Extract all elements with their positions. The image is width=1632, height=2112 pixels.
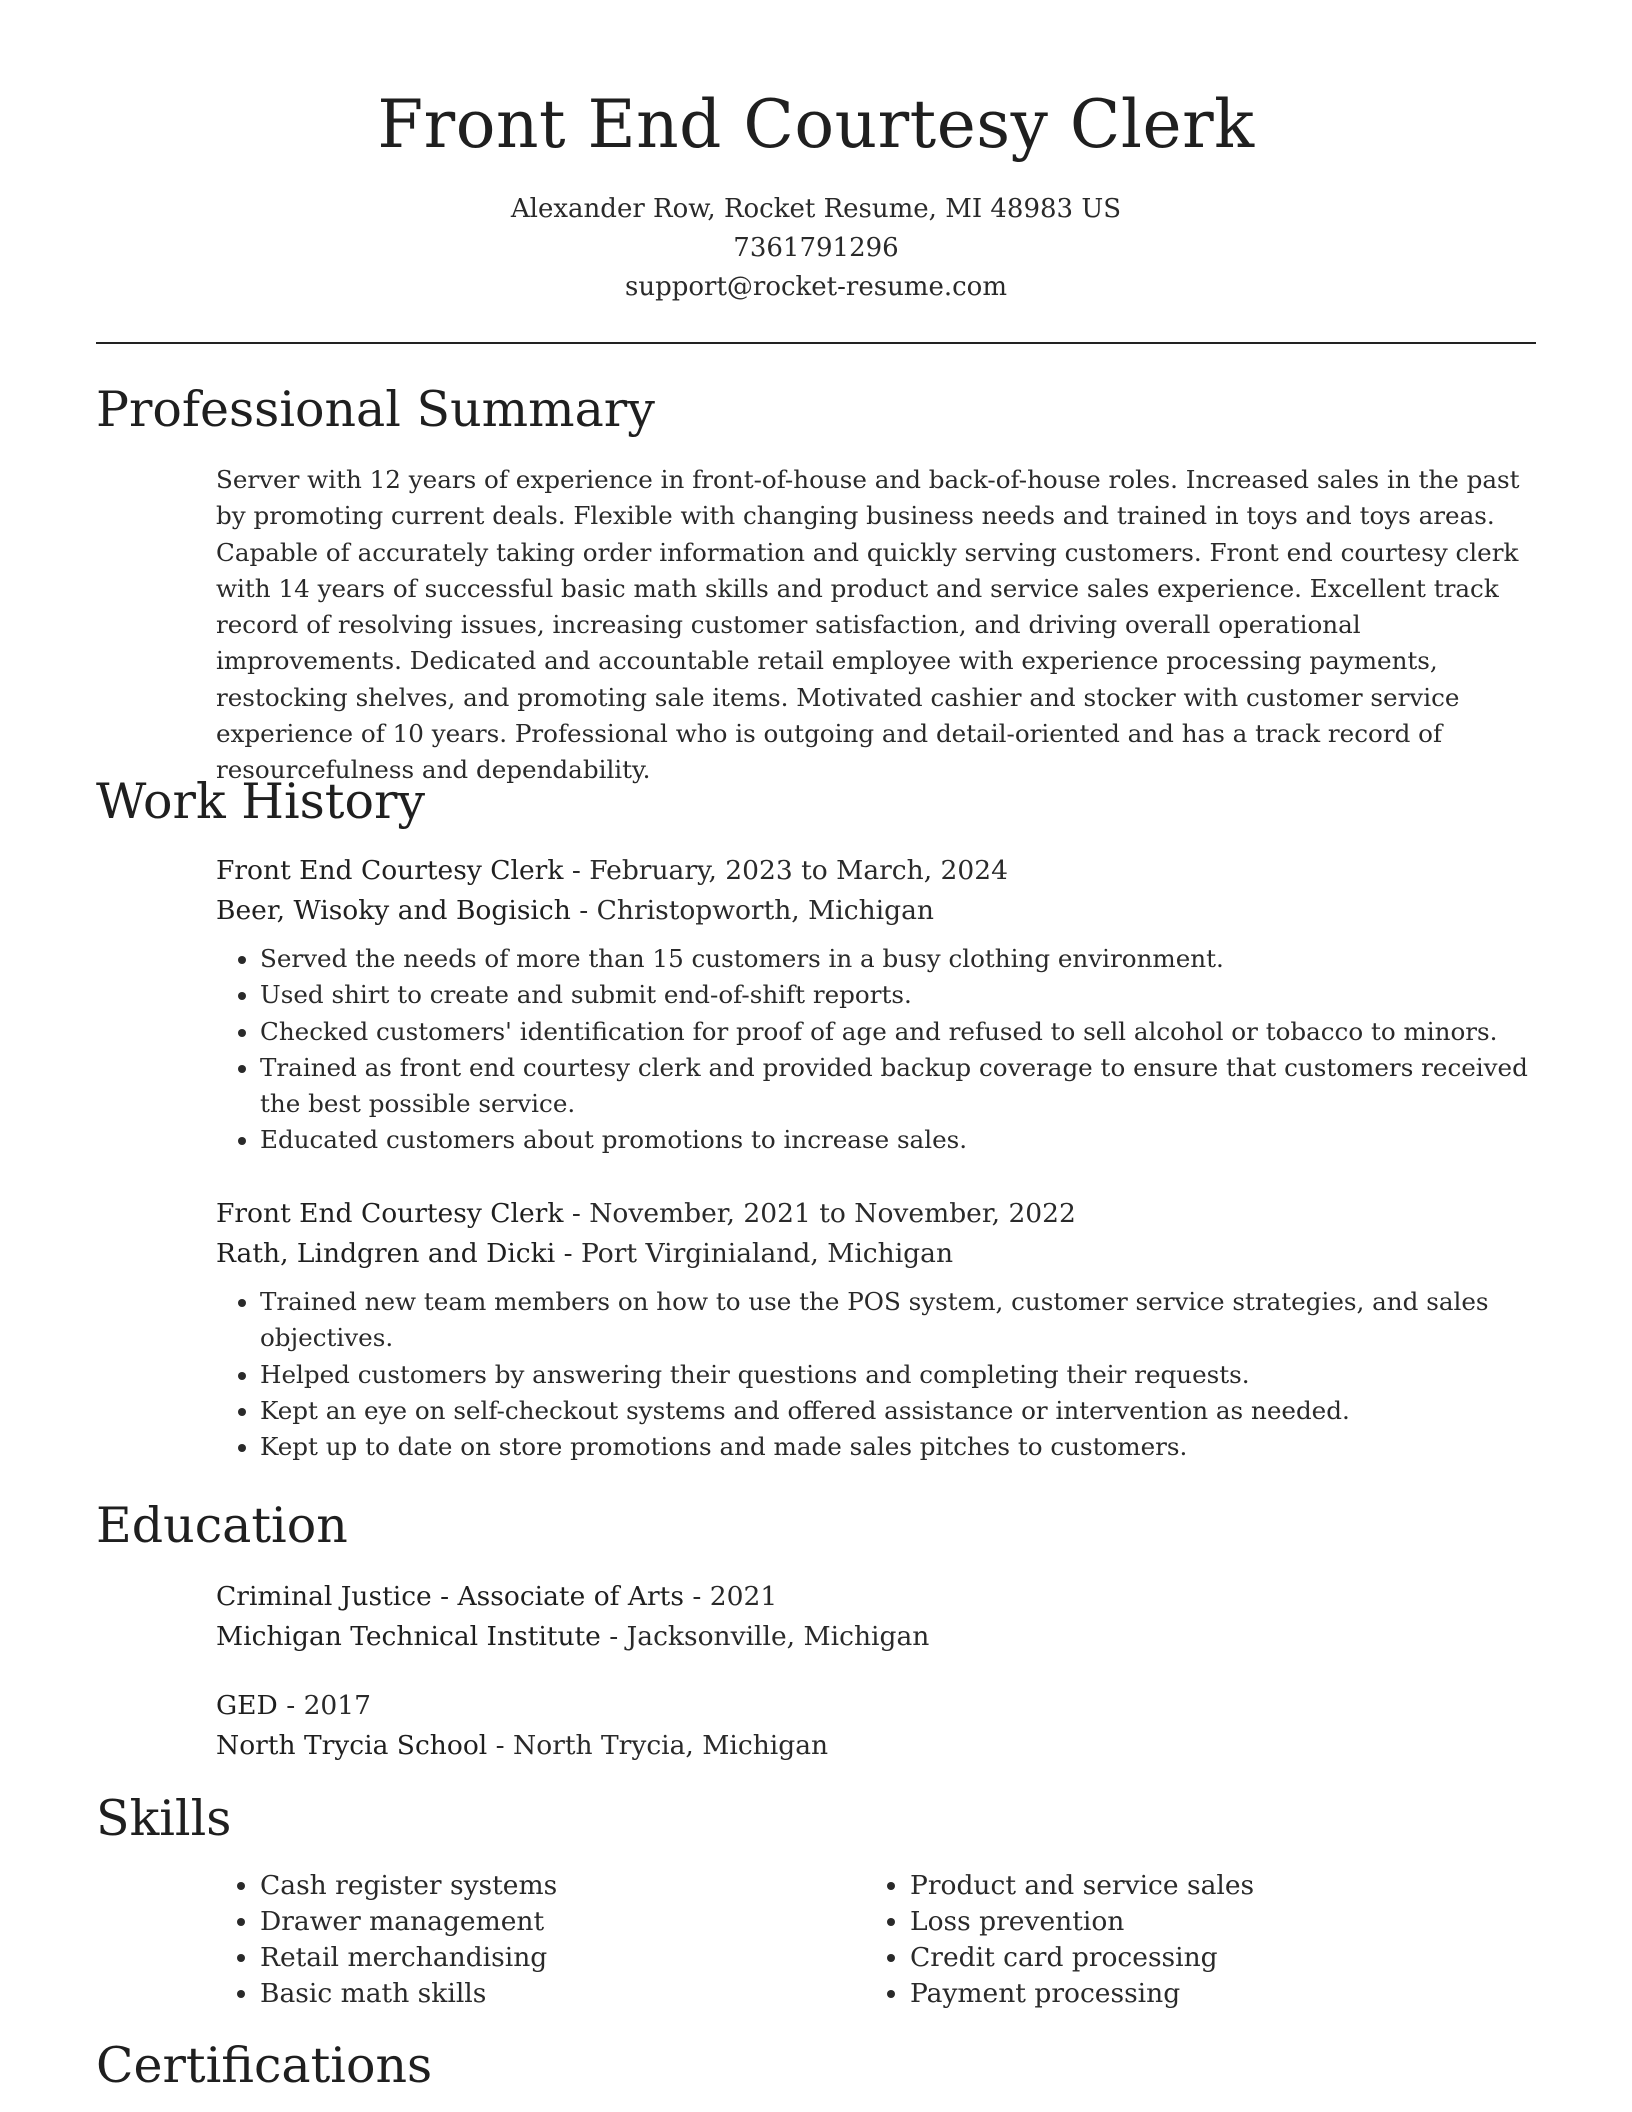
education-location: - North Trycia, Michigan <box>487 1730 829 1761</box>
job-entry <box>216 851 1536 1159</box>
education-location: - Jacksonville, Michigan <box>600 1621 930 1652</box>
section-title-education: Education <box>96 1497 348 1554</box>
job-bullet: • Used shirt to create and submit end-of-shift reports. <box>260 977 1536 1013</box>
skill-item: • Credit card processing <box>910 1940 1516 1976</box>
job-entry <box>216 1194 1536 1465</box>
job-dates: - February, 2023 to March, 2024 <box>563 855 1008 886</box>
education-school: North Trycia School <box>216 1730 488 1761</box>
education-year: - 2017 <box>277 1690 372 1721</box>
education-school: Michigan Technical Institute <box>216 1621 601 1652</box>
job-company: Rath, Lindgren and Dicki <box>216 1238 556 1269</box>
job-bullet: • Served the needs of more than 15 customers in a busy clothing environment. <box>260 941 1536 977</box>
section-title-summary: Professional Summary <box>96 381 655 438</box>
job-bullet: • Educated customers about promotions to increase sales. <box>260 1122 1536 1158</box>
job-bullet: • Kept up to date on store promotions and made sales pitches to customers. <box>260 1429 1536 1465</box>
skill-item: • Drawer management <box>260 1904 866 1940</box>
job-bullet: • Kept an eye on self-checkout systems and offered assistance or intervention as needed. <box>260 1393 1536 1429</box>
job-bullets <box>216 1284 1536 1465</box>
job-bullet: • Helped customers by answering their questions and completing their requests. <box>260 1357 1536 1393</box>
section-title-work-history: Work History <box>96 773 426 830</box>
resume-header <box>96 82 1536 307</box>
education-entry <box>216 1577 1536 1657</box>
phone: 7361791296 <box>733 233 899 263</box>
skill-item: • Cash register systems <box>260 1868 866 1904</box>
job-location: - Port Virginialand, Michigan <box>555 1238 954 1269</box>
job-title-line <box>216 851 1536 891</box>
job-company: Beer, Wisoky and Bogisich <box>216 895 571 926</box>
skill-item: • Retail merchandising <box>260 1940 866 1976</box>
section-title-certifications: Certifications <box>96 2037 433 2094</box>
skill-item: • Loss prevention <box>910 1904 1516 1940</box>
skill-item: • Basic math skills <box>260 1976 866 2012</box>
education-degree: GED <box>216 1690 278 1721</box>
job-dates: - November, 2021 to November, 2022 <box>563 1198 1076 1229</box>
education-entry <box>216 1686 1536 1766</box>
education-school-line <box>216 1726 1536 1766</box>
job-location: - Christopworth, Michigan <box>570 895 934 926</box>
job-bullet: • Trained new team members on how to use the POS system, customer service strategies, and sales objectives. <box>260 1284 1536 1357</box>
job-position: Front End Courtesy Clerk <box>216 855 564 886</box>
skill-item: • Product and service sales <box>910 1868 1516 1904</box>
education-year: - 2021 <box>683 1581 778 1612</box>
summary-text: Server with 12 years of experience in front-of-house and back-of-house roles. Increased sales in the past by promoting current deals. Flexible with changing business needs and trained in toys and toys areas. Capable of accurately taking order information and quickly serving customers. Front end courtesy clerk with 14 years of successful basic math skills and product and service sales experience. Excellent track record of resolving issues, increasing customer satisfaction, and driving overall operational improvements. Dedicated and accountable retail employee with experience processing payments, restocking shelves, and promoting sale items. Motivated cashier and stocker with customer service experience of 10 years. Professional who is outgoing and detail-oriented and has a track record of resourcefulness and dependability. <box>216 465 1520 785</box>
education-school-line <box>216 1617 1536 1657</box>
job-company-line <box>216 891 1536 931</box>
job-bullet: • Checked customers' identification for proof of age and refused to sell alcohol or tobacco to minors. <box>260 1014 1536 1050</box>
job-title-line <box>216 1194 1536 1234</box>
skill-item: • Payment processing <box>910 1976 1516 2012</box>
job-bullets <box>216 941 1536 1159</box>
address: Alexander Row, Rocket Resume, MI 48983 US <box>510 194 1122 224</box>
job-position: Front End Courtesy Clerk <box>216 1198 564 1229</box>
skills-list <box>216 1868 1536 2012</box>
job-bullet: • Trained as front end courtesy clerk and provided backup coverage to ensure that customers received the best possible service. <box>260 1050 1536 1123</box>
email: support@rocket-resume.com <box>624 272 1007 302</box>
education-degree: Criminal Justice - Associate of Arts <box>216 1581 684 1612</box>
skills-column-left <box>216 1868 866 2012</box>
education-degree-line <box>216 1577 1536 1617</box>
skills-column-right <box>866 1868 1516 2012</box>
job-company-line <box>216 1234 1536 1274</box>
section-title-skills: Skills <box>96 1790 232 1847</box>
contact-info <box>96 190 1536 307</box>
header-divider <box>96 342 1536 344</box>
candidate-name: Front End Courtesy Clerk <box>377 86 1255 163</box>
education-degree-line <box>216 1686 1536 1726</box>
